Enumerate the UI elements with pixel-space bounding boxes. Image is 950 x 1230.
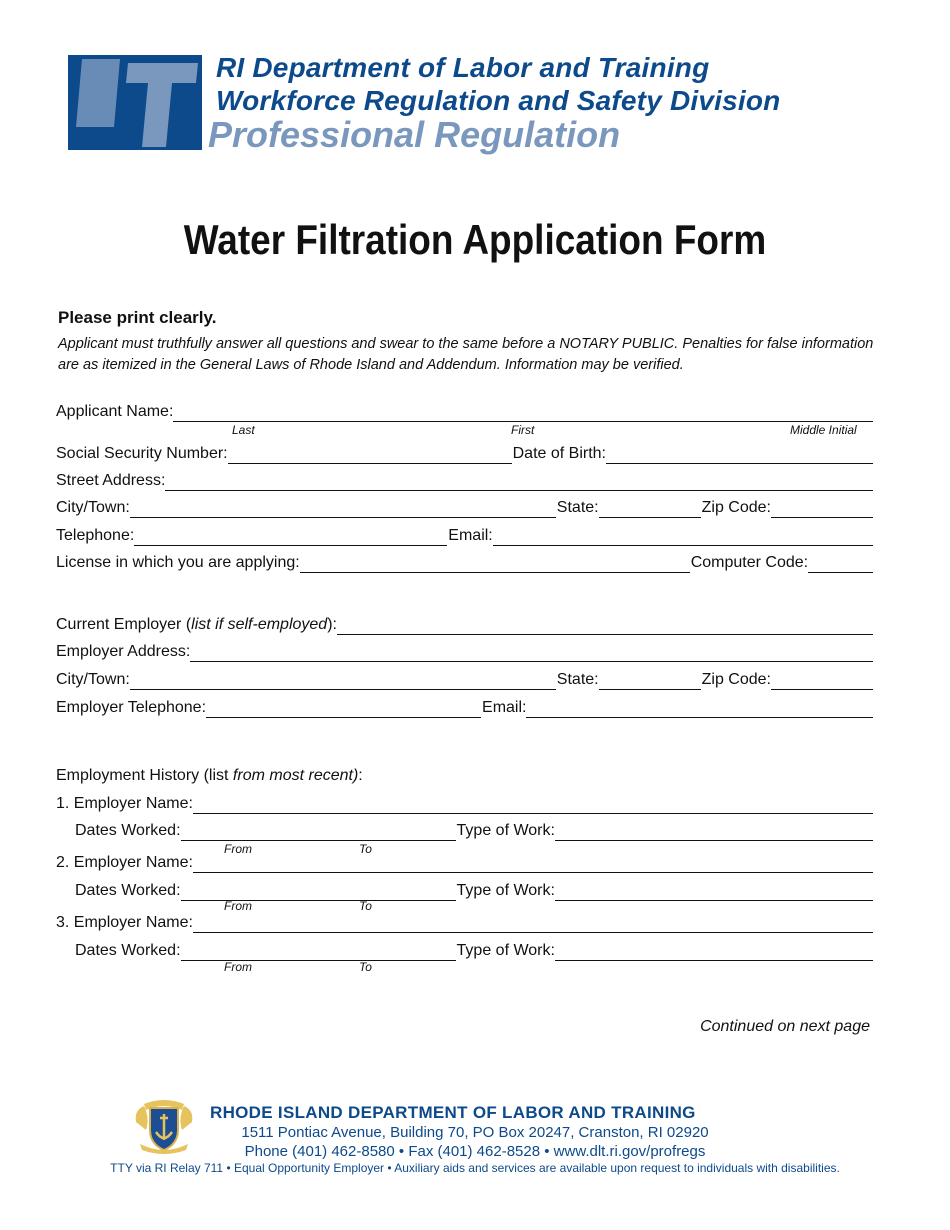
current-employer-row (56, 615, 874, 635)
dlt-logo (68, 55, 202, 150)
state-field[interactable] (599, 500, 701, 518)
employer-phone-label: Employer Telephone: (56, 699, 207, 716)
employer-address-label: Employer Address: (56, 643, 191, 660)
employer-city-field[interactable] (130, 672, 556, 690)
continued-note: Continued on next page (700, 1018, 870, 1035)
ssn-dob-row (56, 444, 874, 464)
history-dates-2-row (75, 881, 874, 901)
history-employer-3-row (56, 913, 874, 933)
employer-city-label: City/Town: (56, 671, 130, 688)
employer-phone-field[interactable] (206, 700, 481, 718)
sub-middle-initial: Middle Initial (790, 423, 857, 437)
history-type-2-field[interactable] (555, 883, 873, 901)
history-employer-1-field[interactable] (193, 796, 873, 814)
header-program: Professional Regulation (208, 114, 621, 155)
computer-code-field[interactable] (808, 555, 873, 573)
type-of-work-label: Type of Work: (456, 822, 555, 839)
city-field[interactable] (130, 500, 556, 518)
phone-email-row (56, 526, 874, 546)
employer-address-field[interactable] (190, 644, 873, 662)
street-label: Street Address: (56, 472, 166, 489)
ssn-field[interactable] (228, 446, 512, 464)
history-type-3-field[interactable] (555, 943, 873, 961)
print-clearly-note: Please print clearly. (58, 308, 217, 327)
history-dates-1-field[interactable] (181, 823, 456, 841)
history-employer-1-label: 1. Employer Name: (56, 795, 193, 812)
license-row (56, 553, 874, 573)
city-state-zip-row (56, 498, 874, 518)
history-dates-3-field[interactable] (181, 943, 456, 961)
employer-zip-label: Zip Code: (701, 671, 771, 688)
dates-worked-label: Dates Worked: (75, 942, 181, 959)
history-heading: Employment History (list from most recent): (56, 767, 363, 784)
employer-state-field[interactable] (599, 672, 701, 690)
history-employer-3-label: 3. Employer Name: (56, 914, 193, 931)
sub-last: Last (232, 423, 255, 437)
history-employer-2-field[interactable] (193, 855, 873, 873)
history-type-1-field[interactable] (555, 823, 873, 841)
zip-field[interactable] (771, 500, 873, 518)
history-dates-1-row (75, 821, 874, 841)
dob-field[interactable] (606, 446, 873, 464)
employer-state-label: State: (556, 671, 599, 688)
sub-first: First (511, 423, 535, 437)
sub-from: From (224, 960, 252, 974)
ssn-label: Social Security Number: (56, 445, 228, 462)
employer-zip-field[interactable] (771, 672, 873, 690)
dates-worked-label: Dates Worked: (75, 822, 181, 839)
footer-tty: TTY via RI Relay 711 • Equal Opportunity Employer • Auxiliary aids and services are available upon request to individuals with disabilities. (110, 1161, 840, 1175)
current-employer-label: Current Employer (list if self-employed): (56, 616, 337, 633)
disclaimer-text: Applicant must truthfully answer all questions and swear to the same before a NOTARY PUBLIC. Penalties for false information are as itemized in the General Laws of Rhode Island and Addendum. Information may be verified. (58, 336, 874, 373)
state-label: State: (556, 499, 599, 516)
phone-field[interactable] (134, 528, 447, 546)
footer-contact: Phone (401) 462-8580 • Fax (401) 462-8528 • www.dlt.ri.gov/profregs (244, 1143, 706, 1160)
header-division: Workforce Regulation and Safety Division (216, 85, 781, 116)
sub-to: To (359, 899, 372, 913)
employer-email-label: Email: (482, 699, 527, 716)
history-employer-3-field[interactable] (193, 915, 873, 933)
sub-to: To (359, 960, 372, 974)
dob-label: Date of Birth: (512, 445, 606, 462)
applicant-name-label: Applicant Name: (56, 403, 174, 420)
form-title: Water Filtration Application Form (183, 216, 767, 263)
type-of-work-label: Type of Work: (456, 942, 555, 959)
email-field[interactable] (493, 528, 873, 546)
applicant-name-field[interactable] (173, 404, 873, 422)
license-label: License in which you are applying: (56, 554, 300, 571)
history-employer-2-label: 2. Employer Name: (56, 854, 193, 871)
history-employer-2-row (56, 853, 874, 873)
email-label: Email: (448, 527, 493, 544)
applicant-name-row (56, 402, 874, 422)
employer-phone-email-row (56, 698, 874, 718)
computer-code-label: Computer Code: (690, 554, 809, 571)
street-row (56, 471, 874, 491)
employer-email-field[interactable] (526, 700, 873, 718)
zip-label: Zip Code: (701, 499, 771, 516)
phone-label: Telephone: (56, 527, 135, 544)
city-label: City/Town: (56, 499, 130, 516)
sub-from: From (224, 842, 252, 856)
footer-address: 1511 Pontiac Avenue, Building 70, PO Box 20247, Cranston, RI 02920 (241, 1124, 709, 1141)
history-employer-1-row (56, 794, 874, 814)
employer-address-row (56, 642, 874, 662)
history-dates-3-row (75, 941, 874, 961)
sub-from: From (224, 899, 252, 913)
current-employer-field[interactable] (337, 617, 873, 635)
header-department: RI Department of Labor and Training (216, 52, 710, 83)
footer-org-name: RHODE ISLAND DEPARTMENT OF LABOR AND TRAINING (210, 1103, 696, 1122)
employer-city-state-zip-row (56, 670, 874, 690)
type-of-work-label: Type of Work: (456, 882, 555, 899)
street-field[interactable] (165, 473, 873, 491)
license-field[interactable] (300, 555, 690, 573)
dates-worked-label: Dates Worked: (75, 882, 181, 899)
sub-to: To (359, 842, 372, 856)
history-dates-2-field[interactable] (181, 883, 456, 901)
